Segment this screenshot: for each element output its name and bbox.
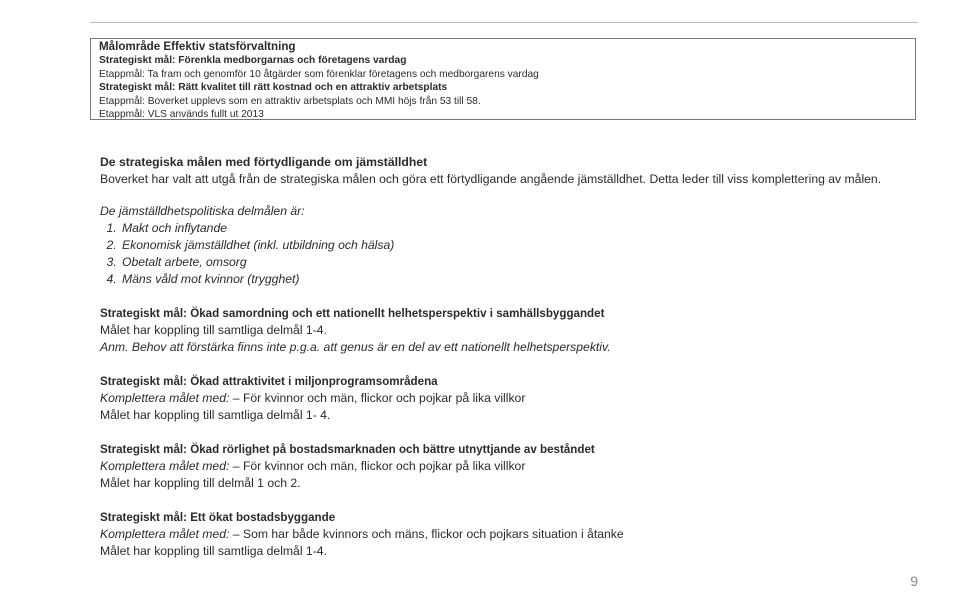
page-number: 9 — [910, 573, 918, 589]
section-miljonprogram — [100, 373, 910, 424]
complement-label: Komplettera målet med: — [100, 527, 230, 541]
complement-text: – Som har både kvinnors och mäns, flickor och pojkars situation i åtanke — [229, 527, 624, 541]
goal-line: Etappmål: VLS används fullt ut 2013 — [99, 109, 264, 121]
section-samordning — [100, 305, 910, 356]
goals-intro: De jämställdhetspolitiska delmålen är: — [100, 204, 305, 218]
goal-area-title: Målområde Effektiv statsförvaltning — [99, 40, 296, 53]
section-line — [100, 458, 910, 475]
main-content — [100, 154, 910, 560]
section-line — [100, 526, 910, 543]
top-rule — [90, 22, 918, 23]
goals-list — [100, 220, 910, 288]
goal-line: Strategiskt mål: Rätt kvalitet till rätt kostnad och en attraktiv arbetsplats — [99, 82, 448, 94]
goal-line: Strategiskt mål: Förenkla medborgarnas och företagens vardag — [99, 55, 407, 66]
section-title: Strategiskt mål: Ökad attraktivitet i miljonprogramsområdena — [100, 375, 438, 388]
section-note: Anm. Behov att förstärka finns inte p.g.a. att genus är en del av ett nationellt helhetsperspektiv. — [100, 340, 611, 354]
section-line: Målet har koppling till samtliga delmål 1-4. — [100, 323, 327, 337]
goal-line: Etappmål: Boverket upplevs som en attraktiv arbetsplats och MMI höjs från 53 till 58. — [99, 95, 481, 107]
goal-item: 4. Mäns våld mot kvinnor (trygghet) — [120, 271, 910, 288]
goal-item: 3. Obetalt arbete, omsorg — [120, 254, 910, 271]
goal-item: 2. Ekonomisk jämställdhet (inkl. utbildning och hälsa) — [120, 237, 910, 254]
section-rorlighet — [100, 441, 910, 492]
section-title: Strategiskt mål: Ökad rörlighet på bostadsmarknaden och bättre utnyttjande av beståndet — [100, 443, 595, 456]
section-line: Målet har koppling till samtliga delmål 1- 4. — [100, 408, 331, 422]
goal-line: Etappmål: Ta fram och genomför 10 åtgärder som förenklar företagens och medborgarens vardag — [99, 68, 539, 80]
complement-text: – För kvinnor och män, flickor och pojkar på lika villkor — [229, 459, 526, 473]
section-line — [100, 390, 910, 407]
complement-label: Komplettera målet med: — [100, 459, 230, 473]
complement-label: Komplettera målet med: — [100, 391, 230, 405]
goal-item: 1. Makt och inflytande — [120, 220, 910, 237]
section-line: Målet har koppling till samtliga delmål 1-4. — [100, 544, 327, 558]
section-title: Strategiskt mål: Ett ökat bostadsbyggande — [100, 511, 336, 524]
intro-heading: De strategiska målen med förtydligande om jämställdhet — [100, 155, 428, 169]
section-title: Strategiskt mål: Ökad samordning och ett nationellt helhetsperspektiv i samhällsbyggandet — [100, 307, 605, 320]
goal-area-box — [90, 38, 916, 120]
section-bostadsbyggande — [100, 509, 910, 560]
intro-text: Boverket har valt att utgå från de strategiska målen och göra ett förtydligande angående jämställdhet. Detta leder till viss komplettering av målen. — [100, 172, 882, 186]
section-line: Målet har koppling till delmål 1 och 2. — [100, 476, 301, 490]
complement-text: – För kvinnor och män, flickor och pojkar på lika villkor — [229, 391, 526, 405]
